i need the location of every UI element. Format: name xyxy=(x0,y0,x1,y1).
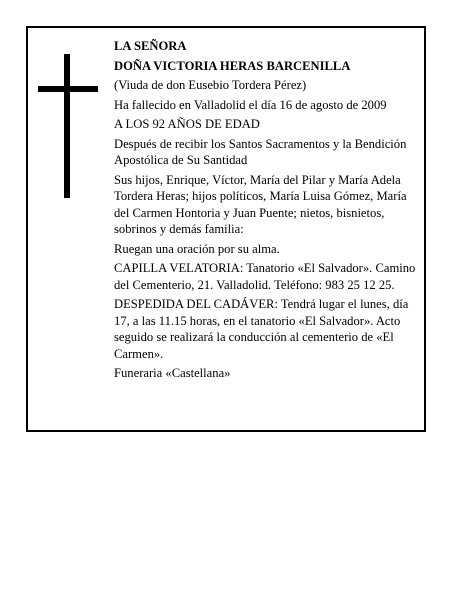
family-paragraph: Sus hijos, Enrique, Víctor, María del Pilar y María Adela Tordera Heras; hijos políticos, María Luisa Gómez, María del Carmen Hontoria y Juan Puente; nietos, bisnietos, sobrinos y demás familia: xyxy=(114,172,407,237)
death-date-line: Ha fallecido en Valladolid el día 16 de agosto de 2009 xyxy=(114,97,387,112)
obituary-text xyxy=(114,38,422,385)
deceased-name: DOÑA VICTORIA HERAS BARCENILLA xyxy=(114,58,351,73)
widow-line: (Viuda de don Eusebio Tordera Pérez) xyxy=(114,78,307,93)
prayer-line: Ruegan una oración por su alma. xyxy=(114,241,280,256)
age-line: A LOS 92 AÑOS DE EDAD xyxy=(114,117,260,132)
funeral-home-line: Funeraria «Castellana» xyxy=(114,366,231,381)
farewell-paragraph: DESPEDIDA DEL CADÁVER: Tendrá lugar el lunes, día 17, a las 11.15 horas, en el tanatorio «El Salvador». Acto seguido se realizará la conducción al cementerio de «El Carmen». xyxy=(114,297,409,361)
cross-horizontal-bar xyxy=(38,86,98,92)
sacraments-paragraph: Después de recibir los Santos Sacramentos y la Bendición Apostólica de Su Santidad xyxy=(114,136,407,168)
deceased-title: LA SEÑORA xyxy=(114,39,187,53)
chapel-paragraph: CAPILLA VELATORIA: Tanatorio «El Salvador». Camino del Cementerio, 21. Valladolid. Teléfono: 983 25 12 25. xyxy=(114,261,416,292)
latin-cross-icon xyxy=(38,54,98,198)
cross-vertical-bar xyxy=(64,54,70,198)
